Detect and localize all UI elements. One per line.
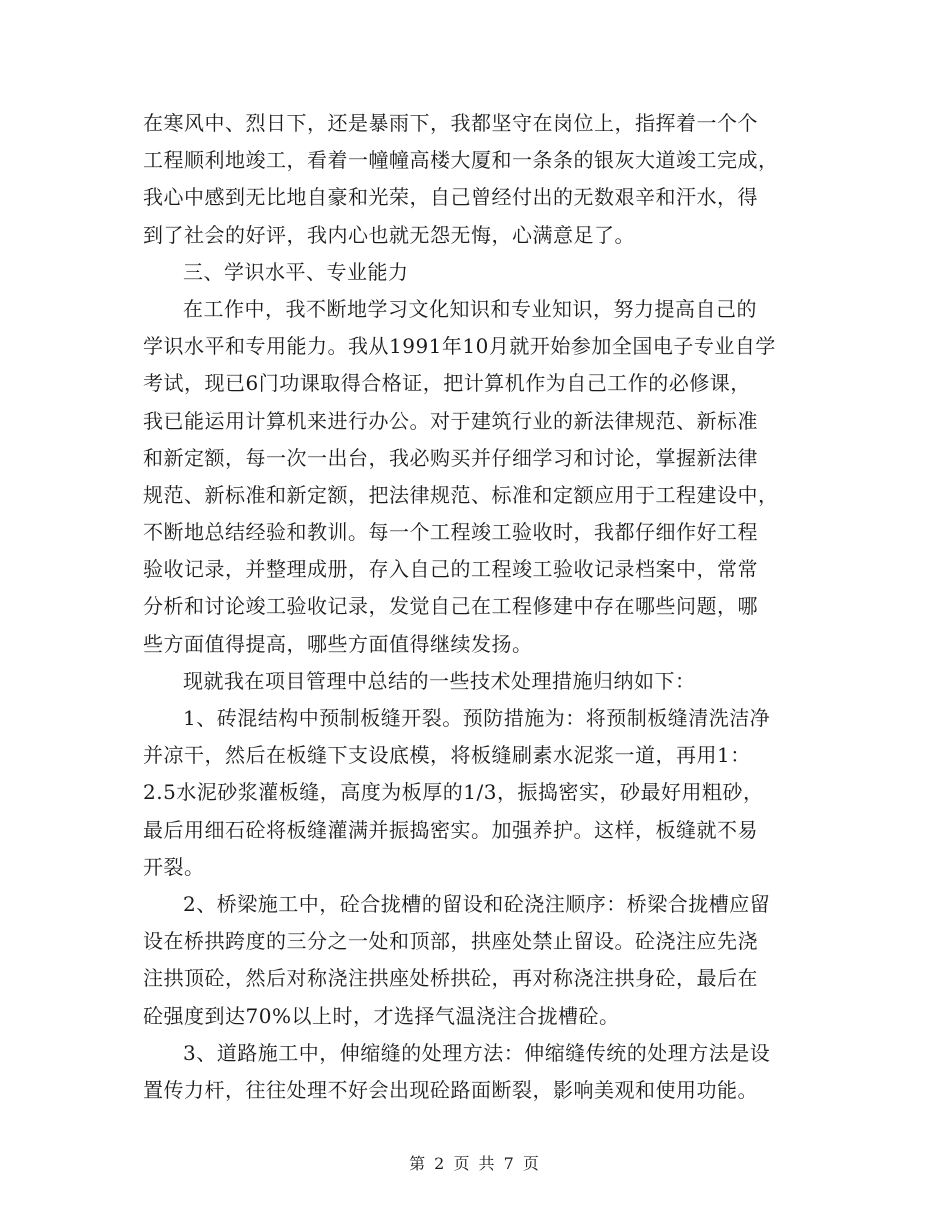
body-line: 注拱顶砼，然后对称浇注拱座处桥拱砼，再对称浇注拱身砼，最后在: [143, 966, 758, 991]
body-line: 在寒风中、烈日下，还是暴雨下，我都坚守在岗位上，指挥着一个个: [143, 111, 758, 135]
body-line: 并凉干，然后在板缝下支设底模，将板缝刷素水泥浆一道，再用1：: [143, 743, 751, 768]
body-line: 些方面值得提高，哪些方面值得继续发扬。: [143, 631, 533, 656]
body-line: 规范、新标准和新定额，把法律规范、标准和定额应用于工程建设中，: [143, 482, 779, 507]
body-line: 我心中感到无比地自豪和光荣，自己曾经付出的无数艰辛和汗水，得: [143, 185, 758, 210]
body-line: 开裂。: [143, 854, 205, 879]
body-line: 考试，现已6门功课取得合格证，把计算机作为自己工作的必修课，: [143, 371, 751, 396]
body-line: 学识水平和专用能力。我从1991年10月就开始参加全国电子专业自学: [143, 334, 776, 359]
body-line: 验收记录，并整理成册，存入自己的工程竣工验收记录档案中，常常: [143, 557, 758, 582]
body-line: 置传力杆，往往处理不好会出现砼路面断裂，影响美观和使用功能。: [143, 1077, 758, 1102]
section-heading: 三、学识水平、专业能力: [183, 259, 409, 284]
body-line: 最后用细石砼将板缝灌满并振捣密实。加强养护。这样，板缝就不易: [143, 817, 758, 842]
document-body: [143, 105, 803, 1109]
body-line: 2.5水泥砂浆灌板缝，高度为板厚的1/3，振捣密实，砂最好用粗砂，: [143, 780, 764, 805]
body-line: 工程顺利地竣工，看着一幢幢高楼大厦和一条条的银灰大道竣工完成，: [143, 148, 779, 173]
body-line: 分析和讨论竣工验收记录，发觉自己在工程修建中存在哪些问题，哪: [143, 594, 758, 619]
paragraph-start-line: 在工作中，我不断地学习文化知识和专业知识，努力提高自己的: [183, 296, 757, 321]
paragraph-start-line: 现就我在项目管理中总结的一些技术处理措施归纳如下：: [183, 668, 696, 693]
paragraph-start-line: 1、砖混结构中预制板缝开裂。预防措施为：将预制板缝清洗洁净: [183, 706, 771, 730]
paragraph-start-line: 3、道路施工中，伸缩缝的处理方法：伸缩缝传统的处理方法是设: [183, 1040, 771, 1065]
paragraph-start-line: 2、桥梁施工中，砼合拢槽的留设和砼浇注顺序：桥梁合拢槽应留: [183, 891, 771, 916]
body-line: 和新定额，每一次一出台，我必购买并仔细学习和讨论，掌握新法律: [143, 445, 758, 470]
body-line: 我已能运用计算机来进行办公。对于建筑行业的新法律规范、新标准: [143, 408, 758, 433]
body-line: 设在桥拱跨度的三分之一处和顶部，拱座处禁止留设。砼浇注应先浇: [143, 929, 758, 954]
page-number-footer: 第 2 页 共 7 页: [409, 1154, 541, 1173]
body-line: 砼强度到达70%以上时，才选择气温浇注合拢槽砼。: [143, 1003, 620, 1028]
body-line: 不断地总结经验和教训。每一个工程竣工验收时，我都仔细作好工程: [143, 520, 758, 545]
body-line: 到了社会的好评，我内心也就无怨无悔，心满意足了。: [143, 222, 635, 247]
